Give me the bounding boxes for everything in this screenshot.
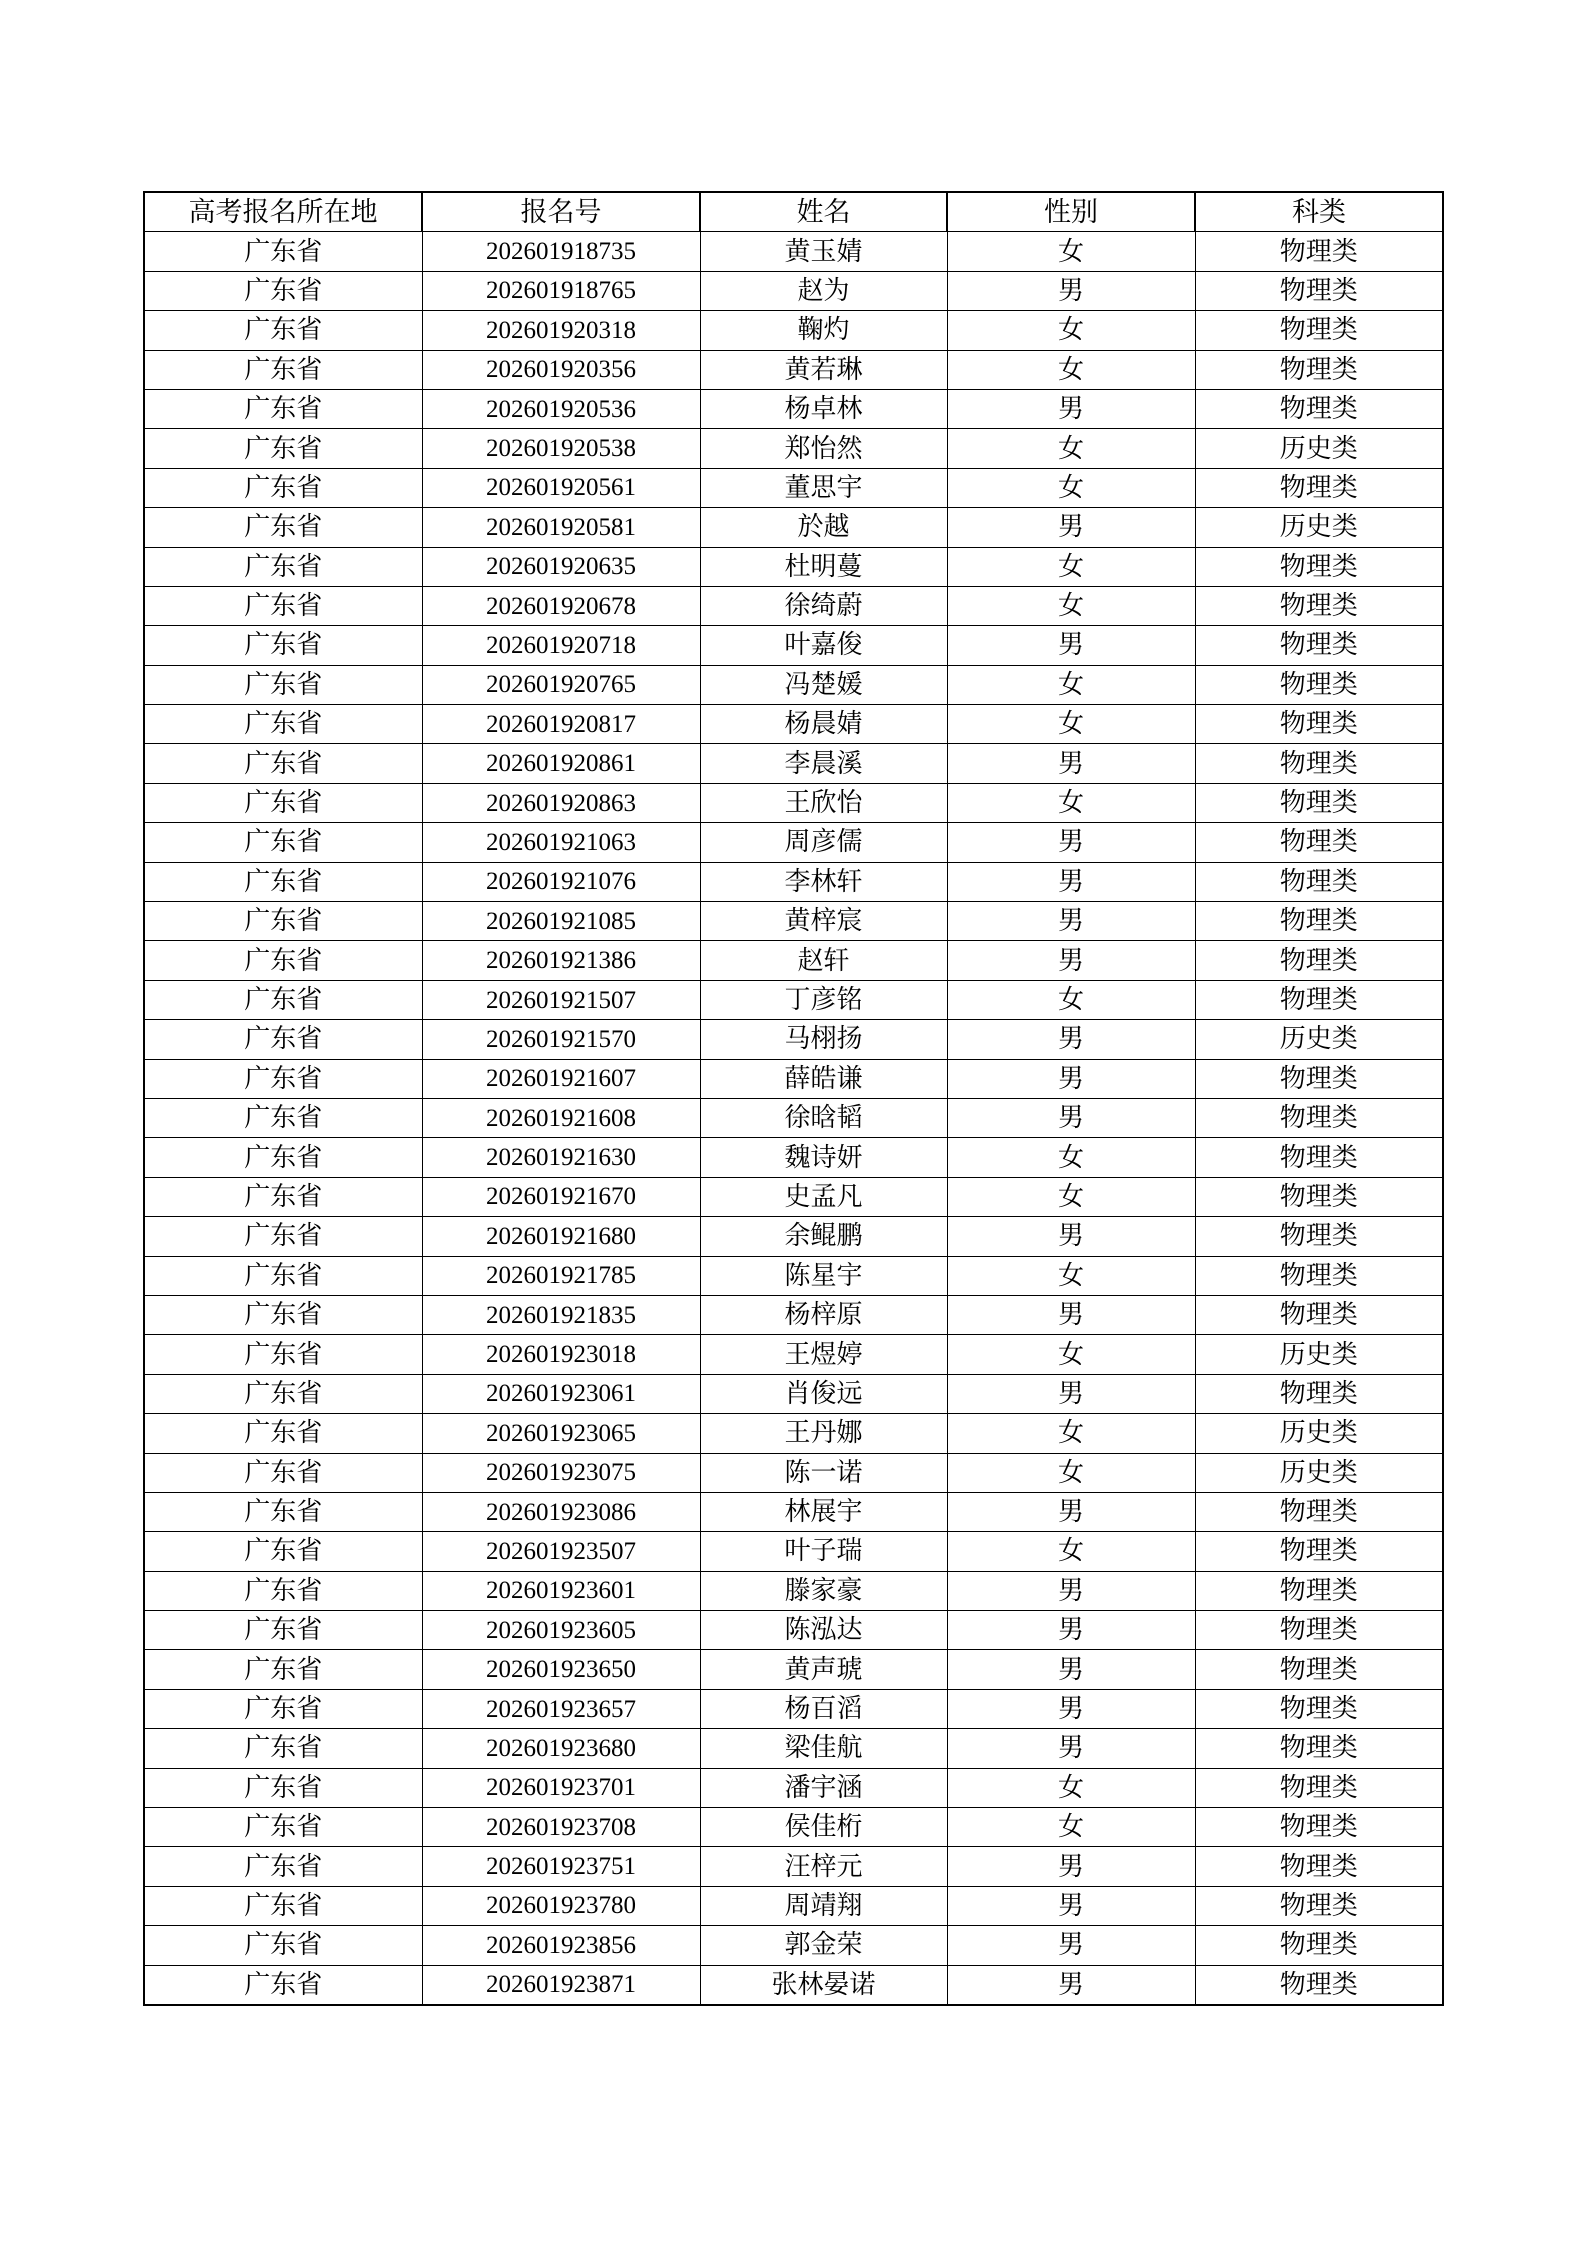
cell-name: 陈星宇	[700, 1256, 947, 1295]
table-row	[144, 429, 1443, 468]
cell-region: 广东省	[144, 586, 422, 625]
cell-gender: 女	[947, 232, 1195, 271]
cell-region: 广东省	[144, 665, 422, 704]
cell-gender: 男	[947, 1847, 1195, 1886]
table-row	[144, 1138, 1443, 1177]
cell-registration-number: 202601923650	[422, 1650, 700, 1689]
cell-gender: 男	[947, 626, 1195, 665]
cell-subject-track: 物理类	[1195, 862, 1443, 901]
table-row	[144, 1965, 1443, 2005]
table-row	[144, 1926, 1443, 1965]
cell-gender: 男	[947, 1098, 1195, 1137]
cell-name: 赵为	[700, 271, 947, 310]
cell-name: 郑怡然	[700, 429, 947, 468]
table-row	[144, 1650, 1443, 1689]
cell-name: 余鲲鹏	[700, 1217, 947, 1256]
cell-subject-track: 历史类	[1195, 508, 1443, 547]
table-row	[144, 1335, 1443, 1374]
cell-registration-number: 202601920561	[422, 468, 700, 507]
cell-name: 杨卓林	[700, 389, 947, 428]
table-row	[144, 1611, 1443, 1650]
table-row	[144, 468, 1443, 507]
cell-registration-number: 202601923086	[422, 1492, 700, 1531]
cell-registration-number: 202601920863	[422, 783, 700, 822]
table-row	[144, 1689, 1443, 1728]
cell-registration-number: 202601921835	[422, 1295, 700, 1334]
cell-region: 广东省	[144, 1650, 422, 1689]
cell-gender: 女	[947, 586, 1195, 625]
document-page	[143, 191, 1442, 2006]
cell-name: 侯佳桁	[700, 1808, 947, 1847]
cell-name: 李晨溪	[700, 744, 947, 783]
table-row	[144, 705, 1443, 744]
cell-gender: 男	[947, 389, 1195, 428]
cell-gender: 男	[947, 902, 1195, 941]
table-row	[144, 823, 1443, 862]
cell-region: 广东省	[144, 902, 422, 941]
cell-name: 马栩扬	[700, 1020, 947, 1059]
cell-gender: 女	[947, 311, 1195, 350]
table-row	[144, 1886, 1443, 1925]
table-row	[144, 389, 1443, 428]
table-row	[144, 1492, 1443, 1531]
cell-region: 广东省	[144, 1217, 422, 1256]
cell-subject-track: 物理类	[1195, 1650, 1443, 1689]
cell-subject-track: 物理类	[1195, 1059, 1443, 1098]
table-row	[144, 1098, 1443, 1137]
cell-subject-track: 物理类	[1195, 1689, 1443, 1728]
table-row	[144, 665, 1443, 704]
table-row	[144, 626, 1443, 665]
cell-name: 黄玉婧	[700, 232, 947, 271]
cell-registration-number: 202601923018	[422, 1335, 700, 1374]
cell-registration-number: 202601920536	[422, 389, 700, 428]
cell-region: 广东省	[144, 389, 422, 428]
cell-subject-track: 物理类	[1195, 705, 1443, 744]
cell-registration-number: 202601921608	[422, 1098, 700, 1137]
cell-name: 郭金荣	[700, 1926, 947, 1965]
cell-region: 广东省	[144, 1295, 422, 1334]
cell-region: 广东省	[144, 1335, 422, 1374]
cell-name: 鞠灼	[700, 311, 947, 350]
table-row	[144, 271, 1443, 310]
cell-name: 周彦儒	[700, 823, 947, 862]
cell-subject-track: 物理类	[1195, 1374, 1443, 1413]
cell-subject-track: 物理类	[1195, 902, 1443, 941]
cell-subject-track: 物理类	[1195, 1886, 1443, 1925]
cell-registration-number: 202601920356	[422, 350, 700, 389]
cell-gender: 男	[947, 1020, 1195, 1059]
cell-gender: 男	[947, 1059, 1195, 1098]
cell-subject-track: 物理类	[1195, 1847, 1443, 1886]
cell-region: 广东省	[144, 468, 422, 507]
cell-name: 潘宇涵	[700, 1768, 947, 1807]
cell-name: 薛皓谦	[700, 1059, 947, 1098]
cell-registration-number: 202601920538	[422, 429, 700, 468]
table-row	[144, 1177, 1443, 1216]
cell-registration-number: 202601923075	[422, 1453, 700, 1492]
cell-name: 叶子瑞	[700, 1532, 947, 1571]
cell-registration-number: 202601921386	[422, 941, 700, 980]
table-row	[144, 1256, 1443, 1295]
cell-subject-track: 物理类	[1195, 1926, 1443, 1965]
table-row	[144, 1453, 1443, 1492]
table-row	[144, 586, 1443, 625]
cell-gender: 男	[947, 862, 1195, 901]
cell-subject-track: 物理类	[1195, 350, 1443, 389]
header-row	[144, 192, 1443, 232]
cell-subject-track: 物理类	[1195, 1098, 1443, 1137]
cell-region: 广东省	[144, 744, 422, 783]
cell-registration-number: 202601920718	[422, 626, 700, 665]
cell-name: 陈泓达	[700, 1611, 947, 1650]
cell-gender: 男	[947, 1650, 1195, 1689]
cell-region: 广东省	[144, 1611, 422, 1650]
cell-gender: 男	[947, 1729, 1195, 1768]
cell-name: 魏诗妍	[700, 1138, 947, 1177]
cell-name: 林展宇	[700, 1492, 947, 1531]
cell-registration-number: 202601920861	[422, 744, 700, 783]
cell-name: 黄若琳	[700, 350, 947, 389]
cell-region: 广东省	[144, 862, 422, 901]
cell-gender: 女	[947, 1138, 1195, 1177]
cell-subject-track: 物理类	[1195, 823, 1443, 862]
cell-region: 广东省	[144, 1886, 422, 1925]
cell-gender: 女	[947, 665, 1195, 704]
cell-name: 梁佳航	[700, 1729, 947, 1768]
table-row	[144, 1532, 1443, 1571]
table-body	[144, 232, 1443, 2005]
cell-registration-number: 202601923701	[422, 1768, 700, 1807]
cell-region: 广东省	[144, 1453, 422, 1492]
cell-region: 广东省	[144, 232, 422, 271]
cell-region: 广东省	[144, 1808, 422, 1847]
cell-gender: 女	[947, 980, 1195, 1019]
table-row	[144, 744, 1443, 783]
cell-subject-track: 物理类	[1195, 665, 1443, 704]
cell-subject-track: 物理类	[1195, 468, 1443, 507]
table-row	[144, 1847, 1443, 1886]
cell-registration-number: 202601923708	[422, 1808, 700, 1847]
cell-region: 广东省	[144, 705, 422, 744]
cell-region: 广东省	[144, 1256, 422, 1295]
cell-region: 广东省	[144, 1532, 422, 1571]
cell-region: 广东省	[144, 1571, 422, 1610]
cell-name: 王煜婷	[700, 1335, 947, 1374]
cell-gender: 男	[947, 1492, 1195, 1531]
cell-name: 丁彦铭	[700, 980, 947, 1019]
cell-registration-number: 202601921570	[422, 1020, 700, 1059]
cell-gender: 男	[947, 823, 1195, 862]
cell-subject-track: 物理类	[1195, 1532, 1443, 1571]
cell-name: 黄声琥	[700, 1650, 947, 1689]
cell-region: 广东省	[144, 350, 422, 389]
cell-registration-number: 202601923871	[422, 1965, 700, 2005]
cell-gender: 女	[947, 1808, 1195, 1847]
cell-registration-number: 202601920318	[422, 311, 700, 350]
table-row	[144, 1059, 1443, 1098]
cell-region: 广东省	[144, 547, 422, 586]
cell-registration-number: 202601921670	[422, 1177, 700, 1216]
cell-region: 广东省	[144, 1020, 422, 1059]
header-subject-track: 科类	[1195, 192, 1443, 232]
cell-name: 滕家豪	[700, 1571, 947, 1610]
cell-subject-track: 物理类	[1195, 547, 1443, 586]
cell-gender: 男	[947, 1217, 1195, 1256]
cell-subject-track: 物理类	[1195, 1217, 1443, 1256]
cell-subject-track: 历史类	[1195, 429, 1443, 468]
cell-subject-track: 物理类	[1195, 980, 1443, 1019]
cell-subject-track: 物理类	[1195, 271, 1443, 310]
cell-region: 广东省	[144, 1965, 422, 2005]
cell-region: 广东省	[144, 508, 422, 547]
table-row	[144, 311, 1443, 350]
cell-region: 广东省	[144, 1414, 422, 1453]
cell-registration-number: 202601923780	[422, 1886, 700, 1925]
cell-region: 广东省	[144, 1374, 422, 1413]
table-row	[144, 1295, 1443, 1334]
cell-name: 王丹娜	[700, 1414, 947, 1453]
cell-name: 於越	[700, 508, 947, 547]
cell-name: 杨百滔	[700, 1689, 947, 1728]
cell-registration-number: 202601921607	[422, 1059, 700, 1098]
cell-registration-number: 202601923751	[422, 1847, 700, 1886]
cell-subject-track: 历史类	[1195, 1335, 1443, 1374]
cell-gender: 男	[947, 1965, 1195, 2005]
cell-subject-track: 物理类	[1195, 1295, 1443, 1334]
cell-region: 广东省	[144, 980, 422, 1019]
cell-registration-number: 202601921076	[422, 862, 700, 901]
cell-region: 广东省	[144, 941, 422, 980]
table-header	[144, 192, 1443, 232]
cell-registration-number: 202601920765	[422, 665, 700, 704]
cell-region: 广东省	[144, 783, 422, 822]
cell-region: 广东省	[144, 626, 422, 665]
cell-region: 广东省	[144, 1729, 422, 1768]
cell-name: 陈一诺	[700, 1453, 947, 1492]
header-region: 高考报名所在地	[144, 192, 422, 232]
cell-name: 史孟凡	[700, 1177, 947, 1216]
cell-registration-number: 202601920581	[422, 508, 700, 547]
cell-subject-track: 物理类	[1195, 1138, 1443, 1177]
cell-subject-track: 物理类	[1195, 744, 1443, 783]
table-row	[144, 783, 1443, 822]
cell-registration-number: 202601918765	[422, 271, 700, 310]
cell-registration-number: 202601923507	[422, 1532, 700, 1571]
cell-registration-number: 202601923657	[422, 1689, 700, 1728]
cell-subject-track: 物理类	[1195, 1492, 1443, 1531]
table-row	[144, 941, 1443, 980]
cell-gender: 男	[947, 1886, 1195, 1925]
cell-subject-track: 物理类	[1195, 1256, 1443, 1295]
cell-gender: 女	[947, 705, 1195, 744]
table-row	[144, 1571, 1443, 1610]
cell-subject-track: 物理类	[1195, 311, 1443, 350]
cell-subject-track: 物理类	[1195, 1965, 1443, 2005]
cell-subject-track: 历史类	[1195, 1453, 1443, 1492]
cell-registration-number: 202601923601	[422, 1571, 700, 1610]
table-row	[144, 1768, 1443, 1807]
cell-region: 广东省	[144, 1059, 422, 1098]
cell-gender: 女	[947, 1335, 1195, 1374]
cell-subject-track: 物理类	[1195, 941, 1443, 980]
cell-gender: 女	[947, 1256, 1195, 1295]
cell-gender: 女	[947, 1532, 1195, 1571]
cell-gender: 男	[947, 744, 1195, 783]
cell-gender: 男	[947, 508, 1195, 547]
cell-registration-number: 202601921085	[422, 902, 700, 941]
header-name: 姓名	[700, 192, 947, 232]
table-row	[144, 902, 1443, 941]
table-row	[144, 1729, 1443, 1768]
cell-subject-track: 物理类	[1195, 232, 1443, 271]
header-registration-number: 报名号	[422, 192, 700, 232]
cell-subject-track: 物理类	[1195, 586, 1443, 625]
cell-region: 广东省	[144, 1847, 422, 1886]
cell-subject-track: 物理类	[1195, 1611, 1443, 1650]
cell-name: 张林晏诺	[700, 1965, 947, 2005]
cell-name: 李林轩	[700, 862, 947, 901]
cell-region: 广东省	[144, 1689, 422, 1728]
table-row	[144, 862, 1443, 901]
cell-gender: 女	[947, 468, 1195, 507]
cell-subject-track: 物理类	[1195, 389, 1443, 428]
table-row	[144, 232, 1443, 271]
cell-registration-number: 202601918735	[422, 232, 700, 271]
cell-name: 周靖翔	[700, 1886, 947, 1925]
cell-subject-track: 物理类	[1195, 1808, 1443, 1847]
cell-subject-track: 物理类	[1195, 1729, 1443, 1768]
cell-gender: 男	[947, 1689, 1195, 1728]
cell-subject-track: 物理类	[1195, 1768, 1443, 1807]
cell-name: 肖俊远	[700, 1374, 947, 1413]
cell-registration-number: 202601923680	[422, 1729, 700, 1768]
cell-gender: 男	[947, 1611, 1195, 1650]
cell-registration-number: 202601920635	[422, 547, 700, 586]
cell-region: 广东省	[144, 1138, 422, 1177]
cell-name: 赵轩	[700, 941, 947, 980]
cell-gender: 男	[947, 271, 1195, 310]
table-row	[144, 547, 1443, 586]
cell-name: 冯楚媛	[700, 665, 947, 704]
cell-name: 杜明蔓	[700, 547, 947, 586]
cell-registration-number: 202601923061	[422, 1374, 700, 1413]
cell-registration-number: 202601921063	[422, 823, 700, 862]
table-row	[144, 508, 1443, 547]
cell-name: 汪梓元	[700, 1847, 947, 1886]
cell-gender: 女	[947, 429, 1195, 468]
cell-gender: 女	[947, 350, 1195, 389]
cell-subject-track: 物理类	[1195, 783, 1443, 822]
cell-gender: 男	[947, 1295, 1195, 1334]
cell-subject-track: 历史类	[1195, 1020, 1443, 1059]
cell-registration-number: 202601921785	[422, 1256, 700, 1295]
cell-name: 叶嘉俊	[700, 626, 947, 665]
table-row	[144, 1414, 1443, 1453]
cell-registration-number: 202601923856	[422, 1926, 700, 1965]
cell-region: 广东省	[144, 311, 422, 350]
table-row	[144, 1020, 1443, 1059]
cell-gender: 女	[947, 783, 1195, 822]
cell-registration-number: 202601920817	[422, 705, 700, 744]
cell-name: 杨梓原	[700, 1295, 947, 1334]
cell-name: 徐晗韬	[700, 1098, 947, 1137]
cell-region: 广东省	[144, 823, 422, 862]
cell-name: 杨晨婧	[700, 705, 947, 744]
table-row	[144, 350, 1443, 389]
table-row	[144, 1374, 1443, 1413]
cell-gender: 男	[947, 1571, 1195, 1610]
cell-registration-number: 202601923605	[422, 1611, 700, 1650]
cell-region: 广东省	[144, 1177, 422, 1216]
cell-gender: 女	[947, 547, 1195, 586]
header-gender: 性别	[947, 192, 1195, 232]
cell-region: 广东省	[144, 1768, 422, 1807]
cell-registration-number: 202601921680	[422, 1217, 700, 1256]
table-row	[144, 1808, 1443, 1847]
cell-region: 广东省	[144, 1492, 422, 1531]
cell-subject-track: 物理类	[1195, 626, 1443, 665]
cell-name: 徐绮蔚	[700, 586, 947, 625]
cell-gender: 女	[947, 1414, 1195, 1453]
cell-subject-track: 物理类	[1195, 1571, 1443, 1610]
cell-name: 黄梓宸	[700, 902, 947, 941]
cell-gender: 女	[947, 1453, 1195, 1492]
cell-region: 广东省	[144, 1926, 422, 1965]
admission-list-table	[143, 191, 1444, 2006]
cell-region: 广东省	[144, 1098, 422, 1137]
cell-gender: 男	[947, 1374, 1195, 1413]
cell-registration-number: 202601921630	[422, 1138, 700, 1177]
cell-region: 广东省	[144, 429, 422, 468]
table-row	[144, 980, 1443, 1019]
table-row	[144, 1217, 1443, 1256]
cell-region: 广东省	[144, 271, 422, 310]
cell-name: 王欣怡	[700, 783, 947, 822]
cell-gender: 女	[947, 1177, 1195, 1216]
cell-name: 董思宇	[700, 468, 947, 507]
cell-gender: 男	[947, 941, 1195, 980]
cell-gender: 男	[947, 1926, 1195, 1965]
cell-gender: 女	[947, 1768, 1195, 1807]
cell-registration-number: 202601923065	[422, 1414, 700, 1453]
cell-subject-track: 历史类	[1195, 1414, 1443, 1453]
cell-registration-number: 202601920678	[422, 586, 700, 625]
cell-registration-number: 202601921507	[422, 980, 700, 1019]
cell-subject-track: 物理类	[1195, 1177, 1443, 1216]
